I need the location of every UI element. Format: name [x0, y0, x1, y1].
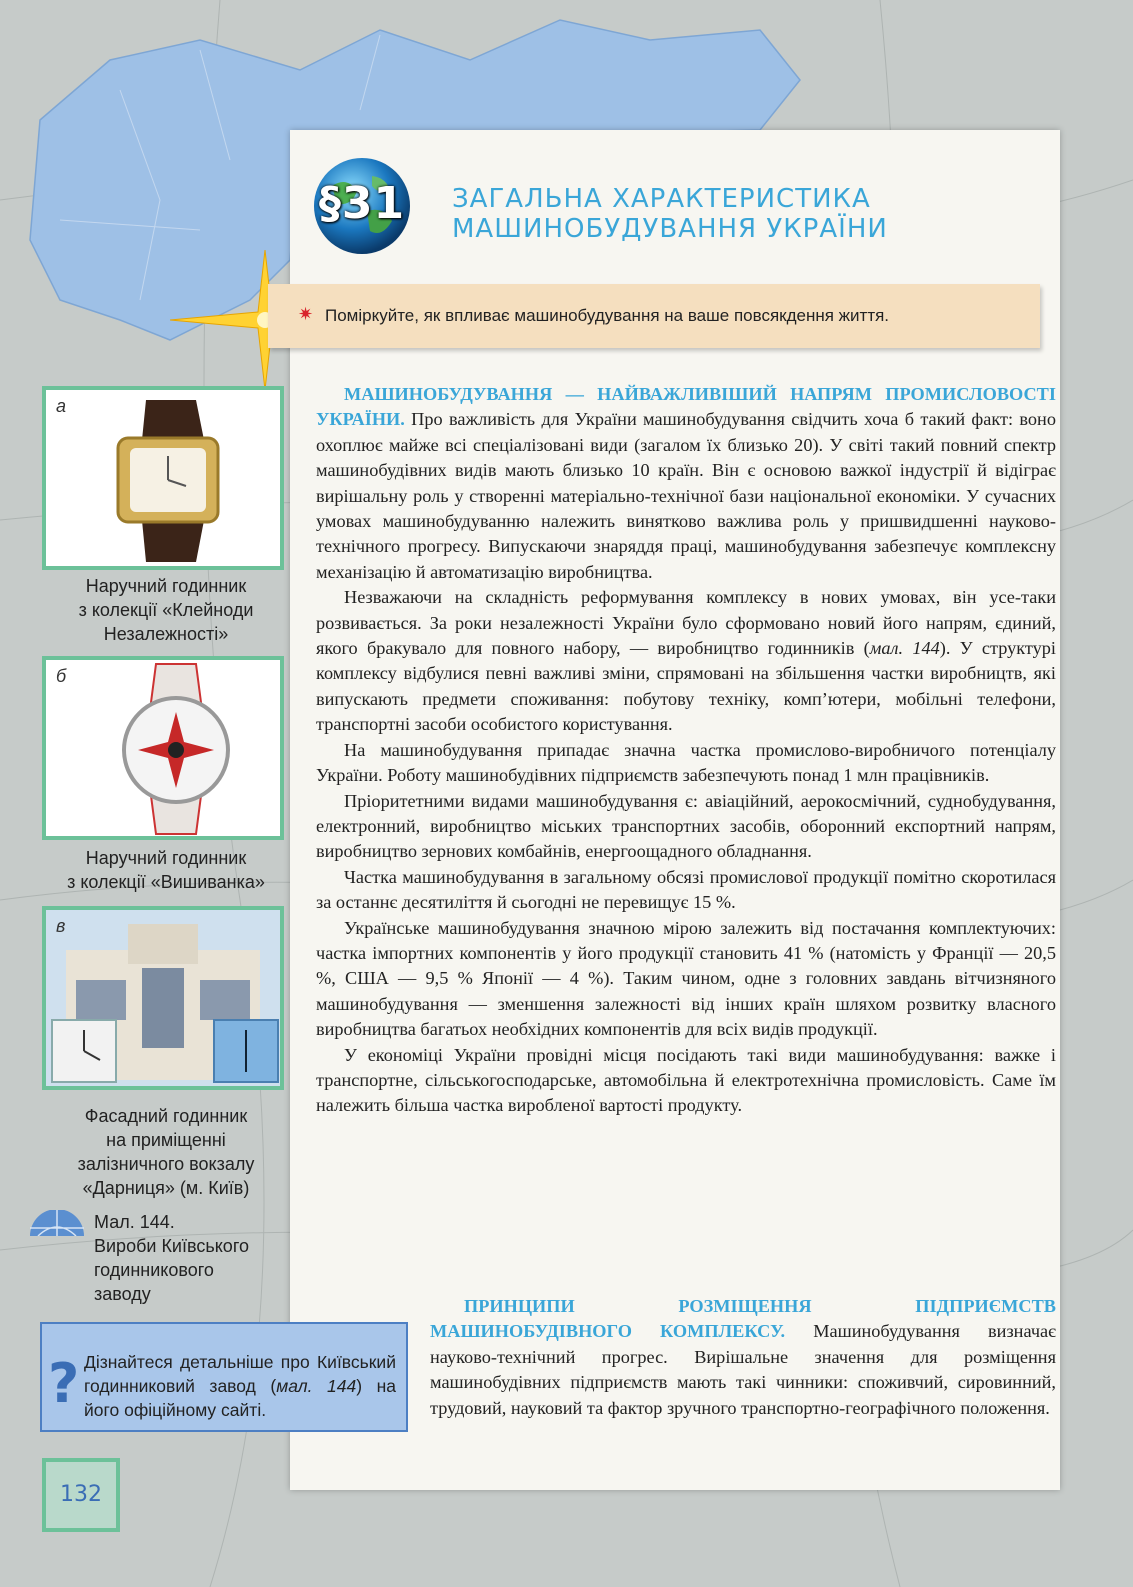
caption-c-line: залізничного вокзалу	[77, 1154, 255, 1174]
main-text	[316, 382, 1056, 1119]
page-title	[452, 184, 1012, 244]
section-heading-1: МАШИНОБУДУВАННЯ — НАЙВАЖЛИВІШИЙ НАПРЯМ ПРОМИСЛОВОСТІ УКРАЇНИ.	[316, 384, 1056, 430]
title-line-2: МАШИНОБУДУВАННЯ УКРАЇНИ	[452, 214, 888, 244]
page-number: 132	[42, 1458, 120, 1532]
figure-letter-b: б	[56, 666, 67, 686]
asterisk-icon: ✷	[298, 304, 314, 325]
figure-label	[94, 1210, 294, 1306]
caption-c-line: Фасадний годинник	[84, 1106, 248, 1126]
paragraph-2-text-a: Незважаючи на складність реформування комплексу в нових умовах, він усе-таки розвивається. За роки незалежності України було сформовано новий його напрям, єдиний, якого бракувало для повного набору, — виробництво годинників (	[316, 587, 1056, 659]
caption-c	[30, 1104, 302, 1200]
paragraph-7: У економіці України провідні місця посідають такі види машинобудування: важке і транспортне, сільськогосподарське, автомобільна й електротехнічна промисловість. Саме їм належить більша частка виробленої вартості продукту.	[316, 1044, 1056, 1116]
figure-letter-a: а	[56, 396, 67, 416]
caption-c-line: на приміщенні	[106, 1130, 226, 1150]
paragraph-8-text: Машинобудування визначає науково-технічний прогрес. Вирішальне значення для розміщення машинобудівних підприємств мають такі чинники: споживчий, сировинний, трудовий, науковий та фактор зручного транспортно-географічного положення.	[430, 1321, 1056, 1418]
caption-a	[30, 574, 302, 646]
watch-image	[46, 390, 280, 566]
caption-b-line: Наручний годинник	[85, 848, 247, 868]
caption-a-line: з колекції «Клейноди	[78, 600, 254, 620]
caption-b-line: з колекції «Вишиванка»	[67, 872, 265, 892]
figure-ref: мал. 144	[869, 638, 940, 659]
question-mark-icon: ?	[48, 1352, 80, 1415]
photo-watch-kleinody	[42, 386, 284, 570]
figure-label-line: Вироби Київського	[94, 1236, 249, 1256]
prompt-text: Поміркуйте, як впливає машинобудування на ваше повсякдення життя.	[325, 306, 890, 325]
photo-station-clock	[42, 906, 284, 1090]
figure-letter-c: в	[56, 916, 66, 936]
station-image	[46, 910, 280, 1086]
caption-c-line: «Дарниця» (м. Київ)	[82, 1178, 250, 1198]
paragraph-3: На машинобудування припадає значна частка промислово-виробничого потенціалу України. Роботу машинобудівних підприємств забезпечують понад 1 млн працівників.	[316, 739, 1056, 786]
paragraph-5: Частка машинобудування в загальному обсязі промислової продукції помітно скоротилася за останнє десятиліття й сьогодні не перевищує 15 %.	[316, 866, 1056, 913]
paragraph-2-text-b: ). У структурі комплексу відбулися певні важливі зміни, спрямовані на збільшення частки виробництв, які випускають предмети споживання: побутову техніку, комп’ютери, мобільні телефони, транспортні засоби особистого користування.	[316, 638, 1057, 735]
caption-a-line: Незалежності»	[103, 624, 229, 644]
figure-label-line: заводу	[94, 1284, 151, 1304]
paragraph-4: Пріоритетними видами машинобудування є: авіаційний, аерокосмічний, суднобудування, електронний, виробництво міських транспортних засобів, оборонний експортний напрям, виробництво зернових комбайнів, енергоощадного обладнання.	[316, 790, 1056, 862]
subsection	[430, 1294, 1056, 1421]
paragraph-6: Українське машинобудування значною мірою залежить від постачання комплектуючих: частка імпортних компонентів у його продукції становить 41 % (натомість у Франції — 20,5 %, США — 9,5 % Японії — 4 %). Таким чином, одне з головних завдань вітчизняного машинобудування — зменшення залежності від інших країн шляхом розвитку власного виробництва багатьох необхідних компонентів для всіх видів продукції.	[316, 917, 1056, 1040]
caption-a-line: Наручний годинник	[85, 576, 247, 596]
photo-watch-vyshyvanka	[42, 656, 284, 840]
paragraph-2	[316, 585, 1056, 737]
section-number: §31	[318, 178, 406, 229]
question-text-b: ) на його офіційному сайті.	[84, 1376, 397, 1420]
question-text	[84, 1350, 396, 1422]
question-text-a: Дізнайтеся детальніше про Київський годинниковий завод (	[84, 1352, 396, 1396]
watch-image	[46, 660, 280, 836]
paragraph-8	[430, 1294, 1056, 1421]
figure-number: Мал. 144.	[94, 1212, 175, 1232]
question-ref: мал. 144	[276, 1376, 357, 1396]
figure-label-line: годинникового	[94, 1260, 214, 1280]
globe-half-icon	[28, 1210, 86, 1236]
section-heading-2: ПРИНЦИПИ РОЗМІЩЕННЯ ПІДПРИЄМСТВ МАШИНОБУДІВНОГО КОМПЛЕКСУ.	[430, 1296, 1056, 1342]
caption-b	[30, 846, 302, 894]
paragraph-1	[316, 382, 1056, 585]
title-line-1: ЗАГАЛЬНА ХАРАКТЕРИСТИКА	[452, 184, 871, 214]
paragraph-1-text: Про важливість для України машинобудування свідчить хоча б такий факт: воно охоплює майже всі спеціалізовані види (загалом їх близько 20). У світі такий повний спектр машинобудівних видів мають близько 10 країн. Він є основою важкої індустрії й відіграє вирішальну роль у створенні матеріально-технічної бази національної економіки. У сучасних умовах машинобудуванню належить винятково важлива роль у пришвидшенні науково-технічного прогресу. Випускаючи знаряддя праці, машинобудування забезпечує комплексну механізацію й автоматизацію виробництва.	[316, 409, 1056, 582]
